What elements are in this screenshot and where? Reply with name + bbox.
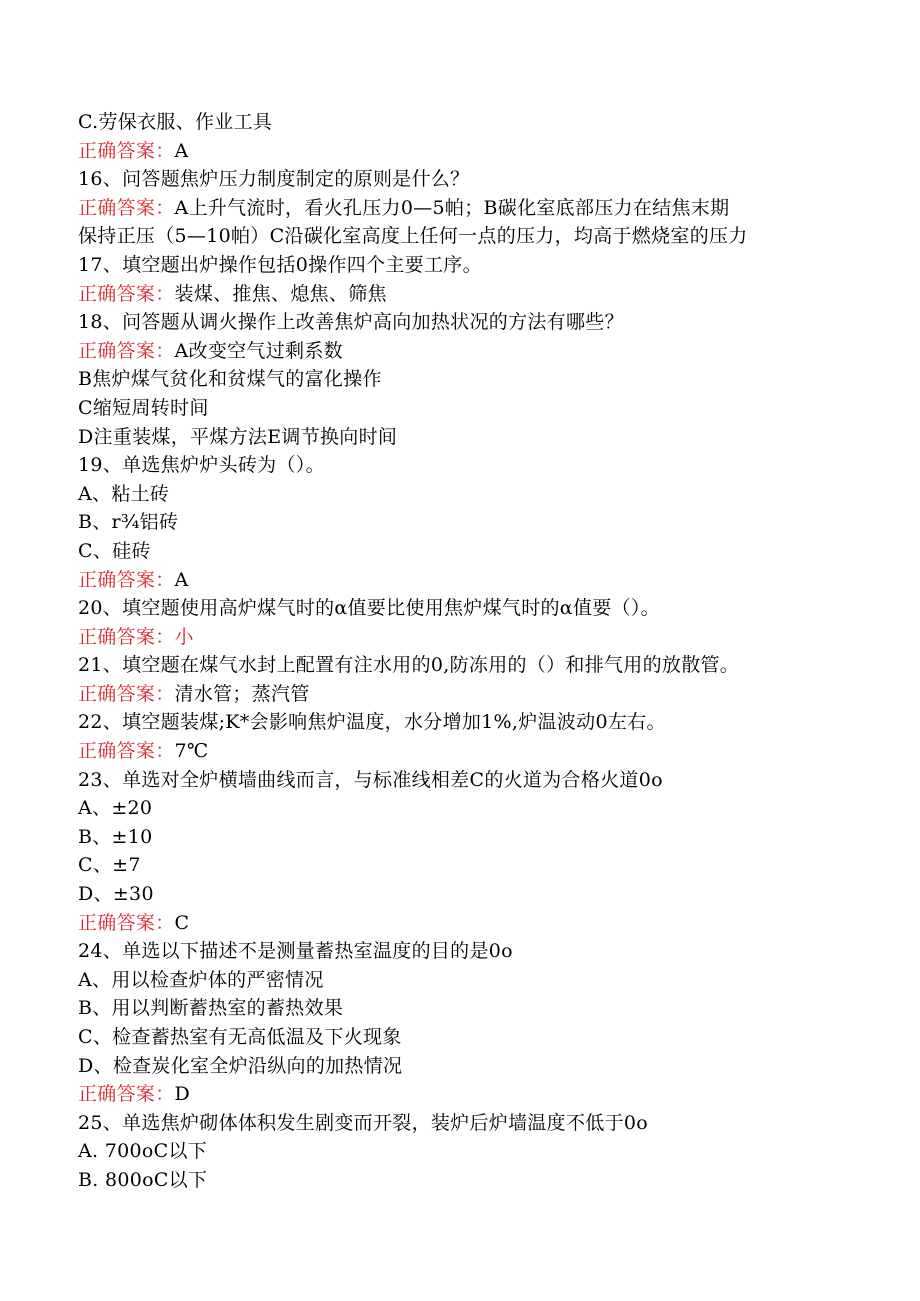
- answer-continuation: D注重装煤，平煤方法E调节换向时间: [78, 425, 398, 448]
- option-text: A、粘土砖: [78, 482, 170, 505]
- question-24: 24、单选以下描述不是测量蓄热室温度的目的是0o: [78, 940, 513, 963]
- answer-value: 装煤、推焦、熄焦、筛焦: [174, 282, 387, 305]
- question-19: 19、单选焦炉炉头砖为（）。: [78, 454, 325, 477]
- answer-continuation: B焦炉煤气贫化和贫煤气的富化操作: [78, 368, 382, 391]
- answer-continuation: C缩短周转时间: [78, 396, 209, 419]
- question-20: 20、填空题使用高炉煤气时的α值要比使用焦炉煤气时的α值要（）。: [78, 597, 660, 620]
- answer-label: 正确答案：: [78, 282, 175, 305]
- answer-line: [78, 280, 878, 309]
- answer-line: [78, 909, 878, 938]
- question-18: 18、问答题从调火操作上改善焦炉高向加热状况的方法有哪些？: [78, 311, 624, 334]
- option-text: C.劳保衣服、作业工具: [78, 111, 273, 133]
- question-16: 16、问答题焦炉压力制度制定的原则是什么？: [78, 168, 470, 191]
- answer-value: C: [174, 911, 190, 934]
- answer-label: 正确答案：: [78, 568, 175, 591]
- answer-value: A: [174, 568, 189, 591]
- option-text: A、±20: [78, 797, 153, 820]
- answer-label: 正确答案：: [78, 1083, 175, 1106]
- option-text: B、r¾铝砖: [78, 511, 179, 534]
- answer-value: 7℃: [174, 740, 209, 763]
- option-text: B. 800oC以下: [78, 1168, 208, 1191]
- answer-line: [78, 337, 878, 366]
- answer-value: 清水管；蒸汽管: [174, 682, 310, 705]
- answer-label: 正确答案：: [78, 682, 175, 705]
- answer-line: [78, 1080, 878, 1109]
- answer-continuation: 保持正压（5—10帕）C沿碳化室高度上任何一点的压力，均高于燃烧室的压力: [78, 225, 748, 248]
- question-21: 21、填空题在煤气水封上配置有注水用的0,防冻用的（）和排气用的放散管。: [78, 654, 740, 677]
- question-23: 23、单选对全炉横墙曲线而言，与标准线相差C的火道为合格火道0o: [78, 768, 663, 791]
- option-text: B、用以判断蓄热室的蓄热效果: [78, 997, 344, 1020]
- answer-label: 正确答案：: [78, 911, 175, 934]
- answer-label: 正确答案：: [78, 625, 175, 648]
- answer-line: [78, 194, 878, 223]
- answer-line: [78, 623, 878, 652]
- answer-value: D: [174, 1083, 191, 1106]
- option-text: D、±30: [78, 883, 154, 906]
- answer-line: [78, 137, 878, 166]
- answer-value: A改变空气过剩系数: [174, 339, 343, 362]
- answer-label: 正确答案：: [78, 196, 175, 219]
- option-text: D、检查炭化室全炉沿纵向的加热情况: [78, 1054, 403, 1077]
- option-text: C、±7: [78, 854, 141, 877]
- answer-label: 正确答案：: [78, 339, 175, 362]
- option-text: C、硅砖: [78, 539, 151, 562]
- answer-line: [78, 566, 878, 595]
- question-17: 17、填空题出炉操作包括0操作四个主要工序。: [78, 253, 482, 276]
- answer-value: 小: [174, 625, 194, 648]
- document-page: [78, 108, 878, 1195]
- option-text: B、±10: [78, 825, 153, 848]
- answer-value: A: [174, 139, 189, 162]
- answer-label: 正确答案：: [78, 740, 175, 763]
- option-text: A、用以检查炉体的严密情况: [78, 968, 324, 991]
- answer-label: 正确答案：: [78, 139, 175, 162]
- option-text: C、检查蓄热室有无高低温及下火现象: [78, 1026, 402, 1048]
- question-25: 25、单选焦炉砌体体积发生剧变而开裂，装炉后炉墙温度不低于0o: [78, 1111, 649, 1134]
- option-text: A. 700oC以下: [78, 1140, 208, 1163]
- answer-line: [78, 737, 878, 766]
- question-22: 22、填空题装煤;K*会影响焦炉温度，水分增加1%,炉温波动0左右。: [78, 711, 666, 734]
- answer-line: [78, 680, 878, 709]
- answer-value: A上升气流时，看火孔压力0—5帕；B碳化室底部压力在结焦末期: [174, 196, 730, 219]
